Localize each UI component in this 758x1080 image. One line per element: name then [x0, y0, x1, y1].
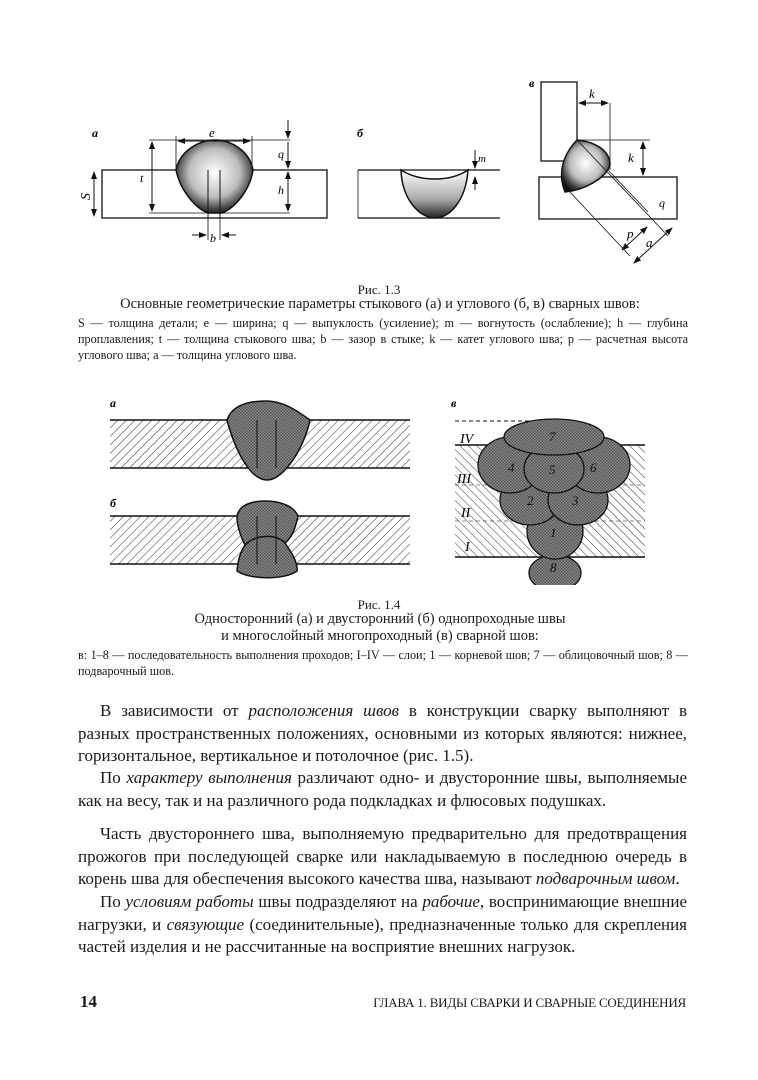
figure-1-3-drawing: [0, 60, 758, 280]
panel-v-fillet-weld: [539, 82, 677, 263]
panel-label-a-1-4: а: [110, 396, 116, 410]
dim-label-b: b: [210, 231, 216, 245]
figure-1-3-subtitle: Основные геометрические параметры стыкового (а) и углового (б, в) сварных швов:: [120, 296, 640, 312]
pass-label-1: 1: [550, 525, 557, 540]
figure-1-4-drawing: [0, 385, 758, 585]
panel-label-a: а: [92, 126, 98, 140]
dim-label-q: q: [278, 147, 284, 161]
layer-label-iv: IV: [460, 432, 474, 447]
figure-1-4-subtitle-line2: и многослойный многопроходный (в) сварной шов:: [221, 628, 539, 644]
dim-label-t: t: [140, 171, 144, 185]
layer-label-ii: II: [461, 506, 471, 521]
panel-a-one-sided-weld: [110, 401, 410, 480]
dim-label-q-fillet: q: [659, 196, 665, 210]
dim-label-a: a: [646, 235, 653, 250]
page-number: 14: [80, 992, 97, 1011]
panel-label-b: б: [357, 126, 363, 140]
pass-label-8: 8: [550, 560, 557, 575]
pass-label-5: 5: [549, 462, 556, 477]
figure-1-4-legend: в: 1–8 — последовательность выполнения проходов; I–IV — слои; 1 — корневой шов; 7 — облицовочный шов; 8 — подварочный шов.: [78, 648, 688, 678]
dim-label-h: h: [278, 183, 284, 197]
pass-label-7: 7: [549, 429, 556, 444]
dim-label-e: e: [209, 125, 215, 140]
panel-label-b-1-4: б: [110, 496, 116, 510]
dim-label-p: p: [627, 226, 634, 241]
panel-b-two-sided-weld: [110, 501, 410, 578]
dim-label-s: S: [79, 193, 94, 200]
layer-label-iii: III: [457, 472, 471, 487]
figure-1-4-title: Рис. 1.4: [357, 597, 401, 612]
panel-label-v-1-4: в: [451, 396, 457, 410]
paragraph-working-conditions: По условиям работы швы подразделяют на рабочие, воспринимающие внешние нагрузки, и связующие (соединительные), предназначенные только для скрепления частей изделия и не рассчитанные на восприятие внешних нагрузок.: [78, 892, 688, 956]
figure-1-3-legend: S — толщина детали; e — ширина; q — выпуклость (усиление); m — вогнутость (ослабление); h — глубина проплавления; t — толщина стыкового шва; b — зазор в стыке; k — катет углового шва; p — расчетная высота углового шва; a — толщина углового шва.: [78, 316, 688, 362]
pass-label-4: 4: [508, 460, 515, 475]
dim-label-m: m: [478, 153, 486, 165]
running-footer-chapter: ГЛАВА 1. ВИДЫ СВАРКИ И СВАРНЫЕ СОЕДИНЕНИЯ: [373, 995, 686, 1010]
panel-label-v: в: [529, 76, 535, 90]
figure-1-4-subtitle-line1: Односторонний (а) и двусторонний (б) однопроходные швы: [194, 611, 566, 627]
layer-label-i: I: [465, 540, 470, 555]
pass-label-2: 2: [527, 493, 534, 508]
dim-label-k-top: k: [589, 86, 595, 101]
figure-1-3-title: Рис. 1.3: [357, 282, 401, 297]
paragraph-seam-location: В зависимости от расположения швов в конструкции сварку выполняют в разных пространственных положениях, основными из которых являются: нижнее, горизонтальное, вертикальное и потолочное (рис. 1.5).: [78, 701, 687, 765]
dim-label-k-side: k: [628, 150, 634, 165]
pass-label-3: 3: [572, 493, 579, 508]
paragraph-backing-weld: Часть двустороннего шва, выполняемую предварительно для предотвращения прожогов при последующей сварке или накладываемую в последнюю очередь в корень шва для обеспечения высокого качества шва, называют подварочным швом.: [78, 824, 687, 888]
paragraph-execution-type: По характеру выполнения различают одно- и двусторонние швы, выполняемые как на весу, так и на различного рода подкладках и флюсовых подушках.: [78, 768, 687, 810]
pass-label-6: 6: [590, 460, 597, 475]
